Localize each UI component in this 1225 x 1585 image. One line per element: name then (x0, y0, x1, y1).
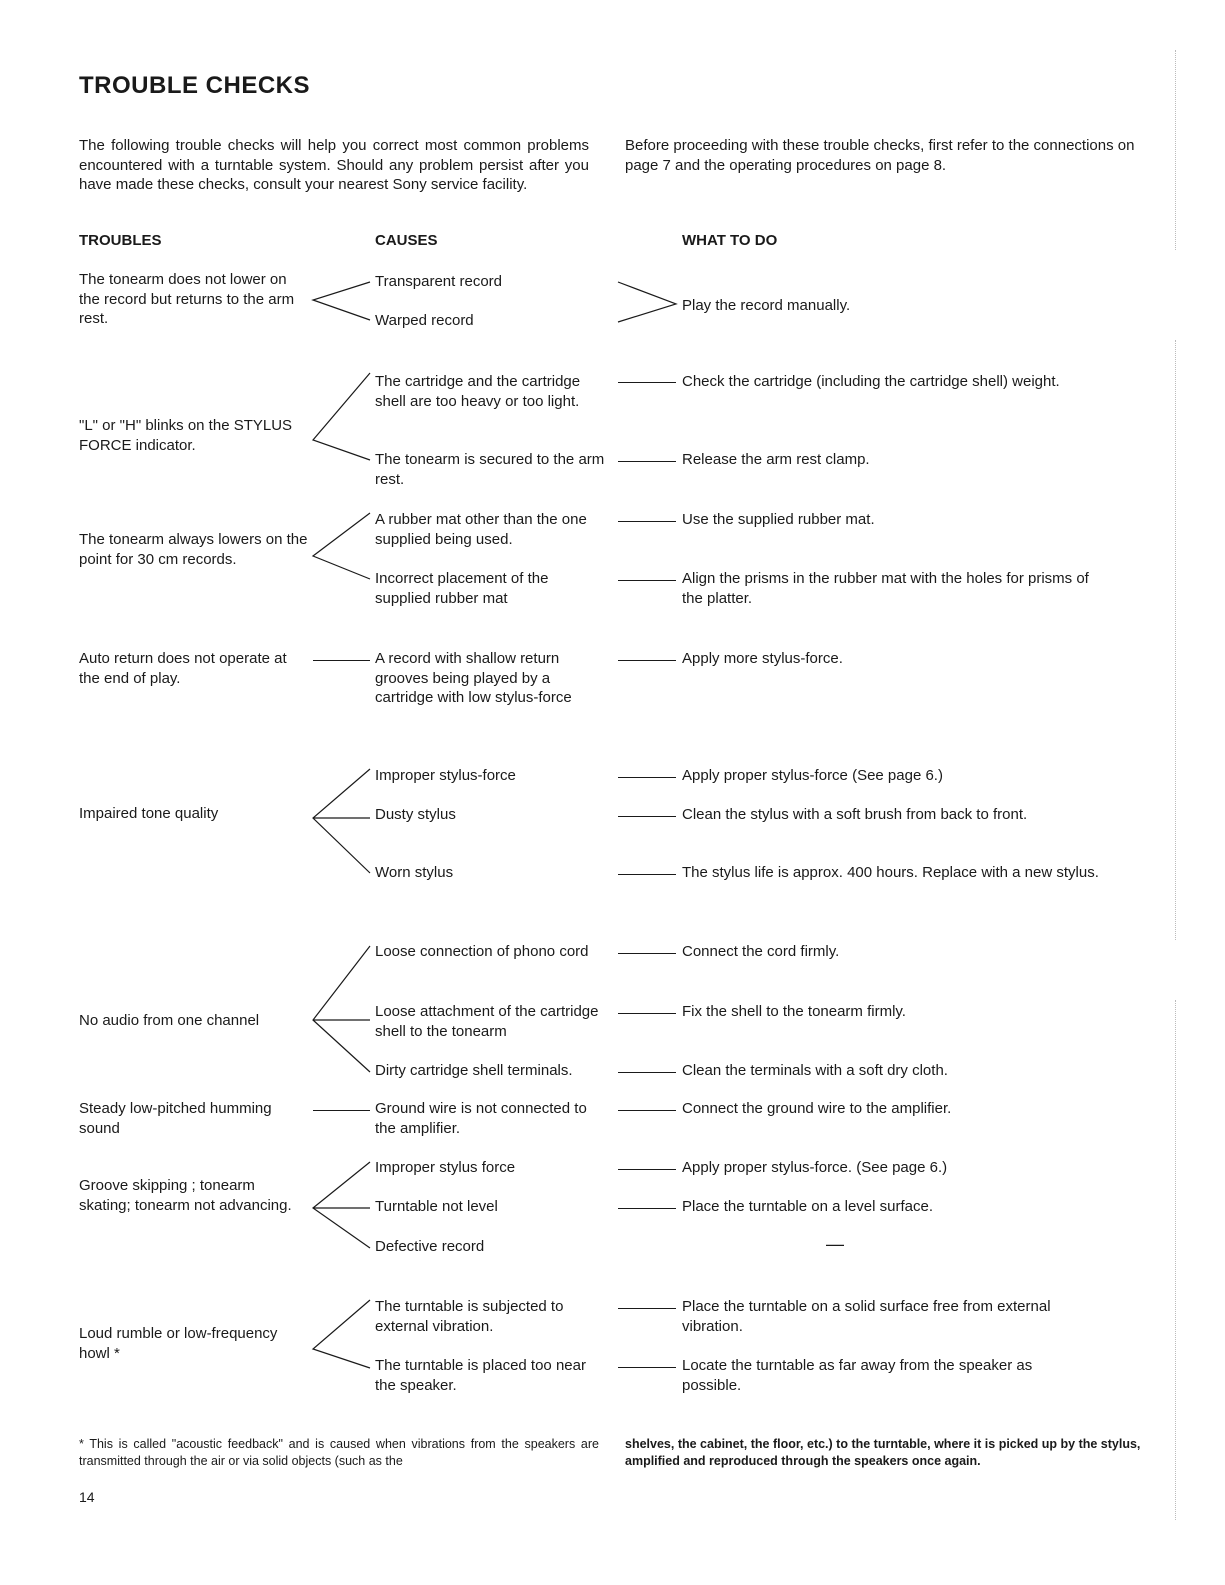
causes-header: CAUSES (375, 232, 438, 249)
cause-6b: Loose attachment of the cartridge shell to the tonearm (375, 1003, 599, 1040)
footnote-right: shelves, the cabinet, the floor, etc.) to the turntable, where it is picked up by the stylus, amplified and reproduced through the speakers once again. (625, 1437, 1141, 1468)
dash-line (618, 1072, 676, 1073)
dash-line (618, 1367, 676, 1368)
page-number: 14 (79, 1489, 95, 1505)
dash-line (618, 816, 676, 817)
dash-line (618, 1208, 676, 1209)
page-title: TROUBLE CHECKS (79, 72, 311, 99)
cause-7a: Ground wire is not connected to the amplifier. (375, 1100, 587, 1137)
action-5b: Clean the stylus with a soft brush from back to front. (682, 806, 1028, 823)
cause-9b: The turntable is placed too near the speaker. (375, 1357, 586, 1394)
action-9b: Locate the turntable as far away from the speaker as possible. (682, 1357, 1033, 1394)
action-8a: Apply proper stylus-force. (See page 6.) (682, 1159, 948, 1176)
action-5a: Apply proper stylus-force (See page 6.) (682, 767, 943, 784)
dash-line (618, 874, 676, 875)
intro-right-paragraph: Before proceeding with these trouble checks, first refer to the connections on page 7 and the operating procedures on page 8. (625, 137, 1135, 174)
dash-line (313, 1110, 370, 1111)
cause-5a: Improper stylus-force (375, 767, 516, 784)
dash-line (618, 1308, 676, 1309)
action-3a: Use the supplied rubber mat. (682, 511, 875, 528)
troubles-header: TROUBLES (79, 232, 162, 249)
trouble-9: Loud rumble or low-frequency howl * (79, 1325, 278, 1362)
scan-edge-mark (1175, 50, 1176, 250)
dash-line (618, 521, 676, 522)
trouble-8: Groove skipping ; tonearm skating; tonearm not advancing. (79, 1177, 292, 1214)
trouble-1: The tonearm does not lower on the record but returns to the arm rest. (79, 271, 295, 327)
action-6a: Connect the cord firmly. (682, 943, 840, 960)
action-7a: Connect the ground wire to the amplifier. (682, 1100, 952, 1117)
action-8c: — (826, 1234, 844, 1254)
trouble-3: The tonearm always lowers on the point for 30 cm records. (79, 531, 308, 568)
cause-1b: Warped record (375, 312, 474, 329)
footnote-left: * This is called "acoustic feedback" and is caused when vibrations from the speakers are transmitted through the air or via solid objects (such as the (79, 1437, 599, 1468)
cause-3b: Incorrect placement of the supplied rubber mat (375, 570, 549, 607)
cause-8c: Defective record (375, 1238, 485, 1255)
cause-5b: Dusty stylus (375, 806, 456, 823)
dash-line (618, 1013, 676, 1014)
trouble-5: Impaired tone quality (79, 805, 219, 822)
cause-8a: Improper stylus force (375, 1159, 516, 1176)
action-1a: Play the record manually. (682, 297, 851, 314)
trouble-6: No audio from one channel (79, 1012, 260, 1029)
action-5c: The stylus life is approx. 400 hours. Replace with a new stylus. (682, 864, 1099, 881)
what-to-do-header: WHAT TO DO (682, 232, 778, 249)
cause-3a: A rubber mat other than the one supplied being used. (375, 511, 587, 548)
cause-2a: The cartridge and the cartridge shell are too heavy or too light. (375, 373, 581, 410)
trouble-7: Steady low-pitched humming sound (79, 1100, 272, 1137)
trouble-2: "L" or "H" blinks on the STYLUS FORCE indicator. (79, 417, 293, 454)
dash-line (618, 1110, 676, 1111)
dash-line (618, 580, 676, 581)
action-3b: Align the prisms in the rubber mat with the holes for prisms of the platter. (682, 570, 1089, 607)
dash-line (618, 461, 676, 462)
scan-edge-mark (1175, 340, 1176, 940)
cause-5c: Worn stylus (375, 864, 454, 881)
cause-8b: Turntable not level (375, 1198, 498, 1215)
dash-line (618, 1169, 676, 1170)
cause-6c: Dirty cartridge shell terminals. (375, 1062, 573, 1079)
action-6c: Clean the terminals with a soft dry cloth. (682, 1062, 948, 1079)
dash-line (618, 953, 676, 954)
scan-edge-mark (1175, 1000, 1176, 1520)
action-9a: Place the turntable on a solid surface free from external vibration. (682, 1298, 1051, 1335)
dash-line (618, 382, 676, 383)
cause-6a: Loose connection of phono cord (375, 943, 589, 960)
dash-line (313, 660, 370, 661)
cause-2b: The tonearm is secured to the arm rest. (375, 451, 605, 488)
dash-line (618, 660, 676, 661)
cause-9a: The turntable is subjected to external vibration. (375, 1298, 564, 1335)
action-6b: Fix the shell to the tonearm firmly. (682, 1003, 906, 1020)
cause-1a: Transparent record (375, 273, 503, 290)
intro-left-paragraph: The following trouble checks will help you correct most common problems encountered with a turntable system. Should any problem persist after you have made these checks, consult your nearest Sony service facility. (79, 137, 589, 193)
action-8b: Place the turntable on a level surface. (682, 1198, 933, 1215)
action-2b: Release the arm rest clamp. (682, 451, 870, 468)
dash-line (618, 777, 676, 778)
trouble-4: Auto return does not operate at the end of play. (79, 650, 287, 687)
cause-4a: A record with shallow return grooves being played by a cartridge with low stylus-force (375, 650, 572, 706)
action-2a: Check the cartridge (including the cartridge shell) weight. (682, 373, 1060, 390)
action-4a: Apply more stylus-force. (682, 650, 843, 667)
